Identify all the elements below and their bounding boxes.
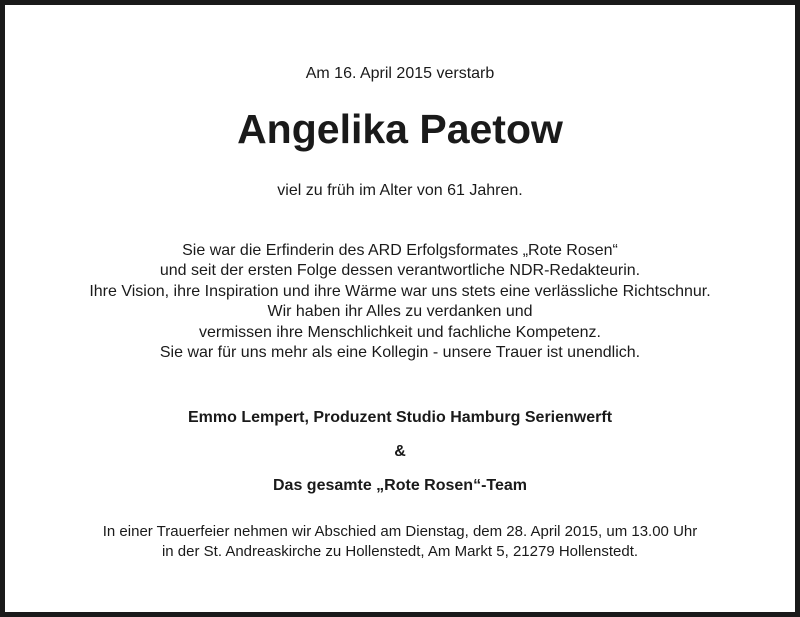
intro-line: Am 16. April 2015 verstarb [305,65,495,82]
deceased-name: Angelika Paetow [237,106,563,152]
tribute-line: Ihre Vision, ihre Inspiration und ihre Wärme war uns stets eine verlässliche Richtschnur. [89,282,711,300]
tribute-line: Sie war für uns mehr als eine Kollegin - unsere Trauer ist unendlich. [159,344,641,362]
signer-ampersand: & [394,443,406,460]
signer-team: Das gesamte „Rote Rosen“-Team [273,477,527,494]
tribute-line: vermissen ihre Menschlichkeit und fachliche Kompetenz. [199,323,601,341]
service-line: in der St. Andreaskirche zu Hollenstedt, Am Markt 5, 21279 Hollenstedt. [161,543,639,560]
age-line: viel zu früh im Alter von 61 Jahren. [277,182,523,199]
tribute-text [10,241,790,363]
funeral-service-info [10,522,790,562]
tribute-line: Wir haben ihr Alles zu verdanken und [267,303,533,321]
service-line: In einer Trauerfeier nehmen wir Abschied am Dienstag, dem 28. April 2015, um 13.00 Uhr [102,523,698,540]
signer-producer: Emmo Lempert, Produzent Studio Hamburg Serienwerft [187,409,613,426]
tribute-line: Sie war die Erfinderin des ARD Erfolgsformates „Rote Rosen“ [182,242,618,259]
tribute-line: und seit der ersten Folge dessen verantwortliche NDR-Redakteurin. [159,262,641,280]
